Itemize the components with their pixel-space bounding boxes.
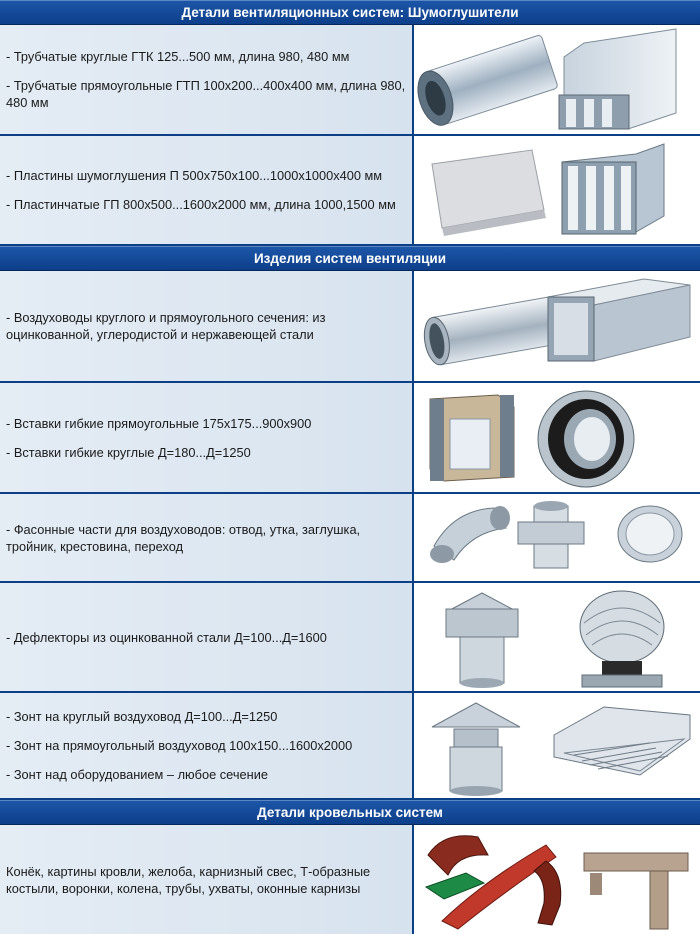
product-line: - Вставки гибкие круглые Д=180...Д=1250 <box>6 444 251 460</box>
product-line: - Дефлекторы из оцинкованной стали Д=100...Д=1600 <box>6 629 327 645</box>
deflectors-photo <box>414 583 700 693</box>
flexible-inserts-photo <box>414 383 700 494</box>
product-line: - Зонт над оборудованием – любое сечение <box>6 767 268 782</box>
product-description <box>0 693 414 800</box>
product-row <box>0 693 700 800</box>
section-header <box>0 246 700 271</box>
product-description <box>0 25 414 136</box>
section-title: Детали кровельных систем <box>257 805 443 820</box>
product-row <box>0 825 700 934</box>
product-line: - Зонт на круглый воздуховод Д=100...Д=1250 <box>6 709 278 724</box>
product-line: - Трубчатые прямоугольные ГТП 100х200...400х400 мм, длина 980, 480 мм <box>6 78 406 110</box>
product-description <box>0 583 414 693</box>
product-line: - Фасонные части для воздуховодов: отвод, утка, заглушка, тройник, крестовина, переход <box>6 521 361 554</box>
product-description <box>0 383 414 494</box>
product-row <box>0 383 700 494</box>
product-row <box>0 494 700 583</box>
hoods-photo <box>414 693 700 800</box>
product-line: - Пластинчатые ГП 800х500...1600х2000 мм, длина 1000,1500 мм <box>6 197 396 212</box>
product-description <box>0 825 414 934</box>
section-header <box>0 800 700 825</box>
product-description <box>0 136 414 246</box>
roofing-parts-photo <box>414 825 700 934</box>
silencer-tubes-photo <box>414 25 700 136</box>
product-row <box>0 25 700 136</box>
product-line: - Пластины шумоглушения П 500х750х100...1000х1000х400 мм <box>6 168 383 183</box>
product-description <box>0 271 414 383</box>
product-row <box>0 271 700 383</box>
product-row <box>0 583 700 693</box>
product-row <box>0 136 700 246</box>
silencer-plates-photo <box>414 136 700 246</box>
product-line: - Воздуховоды круглого и прямоугольного сечения: из оцинкованной, углеродистой и нержавеющей стали <box>6 310 326 342</box>
section-title: Изделия систем вентиляции <box>253 251 447 266</box>
ducts-photo <box>414 271 700 383</box>
product-line: - Трубчатые круглые ГТК 125...500 мм, длина 980, 480 мм <box>6 49 350 64</box>
fittings-photo <box>414 494 700 583</box>
product-line: Конёк, картины кровли, желоба, карнизный свес, Т-образные костыли, воронки, колена, трубы, ухваты, оконные карнизы <box>6 863 371 896</box>
product-description <box>0 494 414 583</box>
product-line: - Зонт на прямоугольный воздуховод 100х150...1600х2000 <box>6 738 353 753</box>
section-title: Детали вентиляционных систем: Шумоглушители <box>181 5 519 20</box>
product-line: - Вставки гибкие прямоугольные 175х175...900х900 <box>6 415 312 431</box>
section-header <box>0 0 700 25</box>
